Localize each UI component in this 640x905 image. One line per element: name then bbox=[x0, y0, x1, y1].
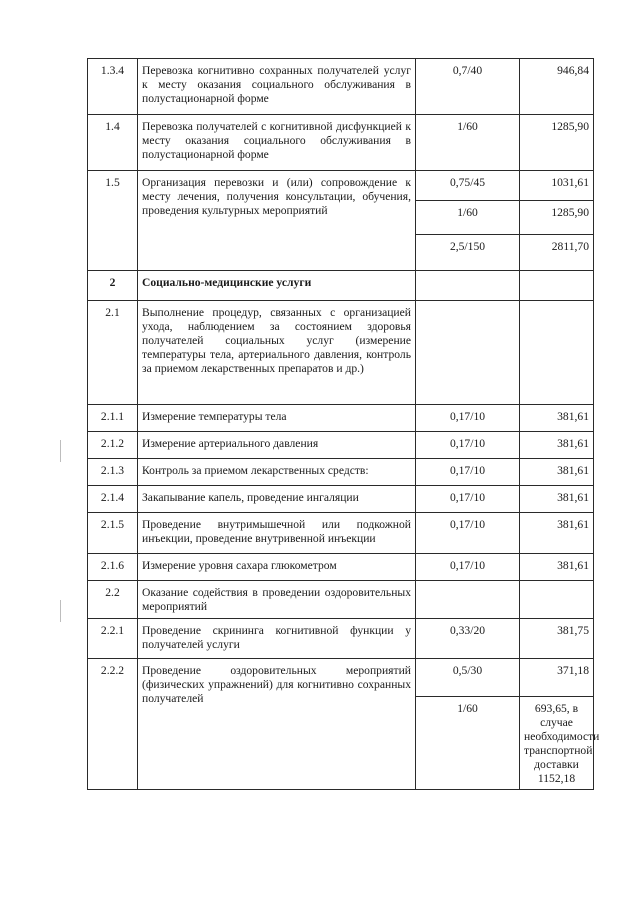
row-number: 1.3.4 bbox=[88, 59, 138, 115]
service-norm: 0,17/10 bbox=[416, 554, 520, 581]
tariff-table bbox=[87, 58, 600, 790]
row-number: 2.1.5 bbox=[88, 513, 138, 554]
service-norm bbox=[416, 301, 520, 405]
service-norm: 0,33/20 bbox=[416, 619, 520, 659]
service-name: Проведение оздоровительных мероприятий (физических упражнений) для когнитивно сохранных получателей bbox=[138, 659, 416, 790]
service-price: 381,61 bbox=[520, 405, 594, 432]
row-number: 1.4 bbox=[88, 115, 138, 171]
service-norm: 0,17/10 bbox=[416, 459, 520, 486]
service-price: 381,61 bbox=[520, 486, 594, 513]
service-price: 381,61 bbox=[520, 459, 594, 486]
service-price: 381,61 bbox=[520, 513, 594, 554]
margin-mark-bottom bbox=[60, 600, 61, 622]
section-number: 2 bbox=[88, 271, 138, 301]
service-price bbox=[520, 301, 594, 405]
table-row bbox=[88, 59, 594, 115]
section-title: Социально-медицинские услуги bbox=[138, 271, 416, 301]
service-price: 381,61 bbox=[520, 554, 594, 581]
service-name: Перевозка получателей с когнитивной дисфункцией к месту оказания социального обслуживания в полустационарной форме bbox=[138, 115, 416, 171]
service-name: Организация перевозки и (или) сопровождение к месту лечения, получения консультации, обучения, проведения культурных мероприятий bbox=[138, 171, 416, 271]
service-norm: 0,17/10 bbox=[416, 405, 520, 432]
row-number: 2.1.1 bbox=[88, 405, 138, 432]
service-norm: 1/60 bbox=[416, 697, 520, 790]
row-number: 2.1.3 bbox=[88, 459, 138, 486]
row-number: 2.1.4 bbox=[88, 486, 138, 513]
table-row bbox=[88, 171, 594, 201]
service-norm bbox=[416, 271, 520, 301]
service-norm: 0,75/45 bbox=[416, 171, 520, 201]
service-name: Закапывание капель, проведение ингаляции bbox=[138, 486, 416, 513]
table-row bbox=[88, 486, 594, 513]
service-norm bbox=[416, 581, 520, 619]
service-norm: 0,17/10 bbox=[416, 486, 520, 513]
service-norm: 0,17/10 bbox=[416, 432, 520, 459]
service-price bbox=[520, 271, 594, 301]
service-name: Выполнение процедур, связанных с организацией ухода, наблюдением за состоянием здоровья получателей социальных услуг (измерение температуры тела, артериального давления, контроль за приемом лекарственных препаратов и др.) bbox=[138, 301, 416, 405]
service-price: 693,65, в случае необходимости транспортной доставки 1152,18 bbox=[520, 697, 594, 790]
service-norm: 2,5/150 bbox=[416, 235, 520, 271]
service-price bbox=[520, 581, 594, 619]
service-norm: 1/60 bbox=[416, 115, 520, 171]
service-norm: 0,17/10 bbox=[416, 513, 520, 554]
service-price: 2811,70 bbox=[520, 235, 594, 271]
service-price: 946,84 bbox=[520, 59, 594, 115]
table-row bbox=[88, 115, 594, 171]
table-row bbox=[88, 432, 594, 459]
service-norm: 1/60 bbox=[416, 201, 520, 235]
table-row bbox=[88, 405, 594, 432]
service-price: 381,61 bbox=[520, 432, 594, 459]
service-norm: 0,5/30 bbox=[416, 659, 520, 697]
table-row bbox=[88, 513, 594, 554]
table-row bbox=[88, 581, 594, 619]
row-number: 2.2 bbox=[88, 581, 138, 619]
table-row bbox=[88, 301, 594, 405]
service-name: Измерение температуры тела bbox=[138, 405, 416, 432]
row-number: 2.2.2 bbox=[88, 659, 138, 790]
service-name: Проведение внутримышечной или подкожной инъекции, проведение внутривенной инъекции bbox=[138, 513, 416, 554]
service-name: Перевозка когнитивно сохранных получателей услуг к месту оказания социального обслуживания в полустационарной форме bbox=[138, 59, 416, 115]
table-row bbox=[88, 459, 594, 486]
row-number: 2.2.1 bbox=[88, 619, 138, 659]
service-price: 381,75 bbox=[520, 619, 594, 659]
table-row bbox=[88, 554, 594, 581]
row-number: 1.5 bbox=[88, 171, 138, 271]
service-norm: 0,7/40 bbox=[416, 59, 520, 115]
service-name: Контроль за приемом лекарственных средств: bbox=[138, 459, 416, 486]
table-row bbox=[88, 619, 594, 659]
section-row bbox=[88, 271, 594, 301]
service-name: Измерение уровня сахара глюкометром bbox=[138, 554, 416, 581]
service-price: 1285,90 bbox=[520, 115, 594, 171]
service-price: 371,18 bbox=[520, 659, 594, 697]
row-number: 2.1 bbox=[88, 301, 138, 405]
service-name: Измерение артериального давления bbox=[138, 432, 416, 459]
row-number: 2.1.2 bbox=[88, 432, 138, 459]
margin-mark-top bbox=[60, 440, 61, 462]
service-price: 1285,90 bbox=[520, 201, 594, 235]
service-name: Проведение скрининга когнитивной функции у получателей услуги bbox=[138, 619, 416, 659]
service-price: 1031,61 bbox=[520, 171, 594, 201]
table-row bbox=[88, 659, 594, 697]
row-number: 2.1.6 bbox=[88, 554, 138, 581]
service-name: Оказание содействия в проведении оздоровительных мероприятий bbox=[138, 581, 416, 619]
